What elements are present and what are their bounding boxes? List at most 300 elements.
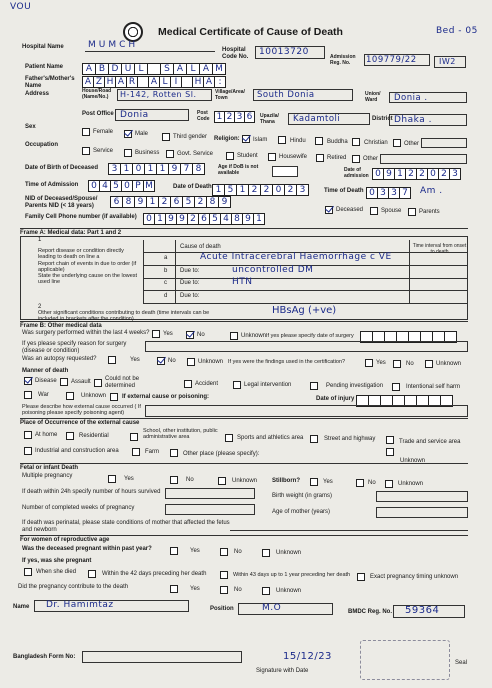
contribute-unknown-label: Unknown (276, 588, 302, 594)
char-box: R (126, 76, 138, 88)
place-farm-label: Farm (145, 449, 159, 455)
multiple-pregnancy-label: Multiple pregnancy (22, 473, 73, 479)
phone-boxes[interactable] (143, 213, 264, 225)
religion-buddha-checkbox[interactable] (315, 137, 323, 145)
occ-retired-checkbox[interactable] (316, 154, 324, 162)
dob-label: Date of Birth of Deceased (25, 165, 99, 171)
doctor-name-label: Name (13, 604, 30, 610)
place-sports-checkbox[interactable] (225, 434, 233, 442)
pregnant-yes-label: Yes (190, 548, 200, 554)
bed-note: Bed - 05 (436, 26, 478, 36)
nid-parents-checkbox[interactable] (408, 208, 416, 216)
other-conditions-label: Other significant conditions contributing to death (time intervals can be included in brackets after the condition) (38, 310, 210, 323)
char-box: 4 (99, 180, 111, 192)
fetal-title: Fetal or infant Death (20, 463, 468, 471)
char-box: A (199, 63, 213, 75)
hospital-code-value[interactable]: 10013720 (255, 46, 325, 59)
char-box: 9 (176, 213, 188, 225)
occ-student-label: Student (237, 153, 258, 159)
manner-undetermined-checkbox[interactable] (94, 379, 102, 387)
sex-male-label: Male (135, 131, 149, 137)
char-box: I (170, 76, 182, 88)
char-box: 8 (192, 163, 205, 175)
char-box: 3 (449, 168, 461, 180)
sex-female-checkbox[interactable] (82, 128, 90, 136)
char-box: 2 (224, 111, 235, 123)
char-box: L (134, 63, 148, 75)
findings-unknown-label: Unknown (436, 361, 462, 367)
place-school-checkbox[interactable] (130, 433, 138, 441)
interval-header: Time interval from onset to death (412, 243, 467, 255)
char-box: 2 (416, 168, 428, 180)
pregnant-no-checkbox[interactable] (220, 548, 228, 556)
pregnant-unknown-label: Unknown (276, 550, 302, 556)
corner-note: VOU (10, 2, 32, 12)
char-box: 8 (231, 213, 243, 225)
frame-a-row-letter: d (164, 292, 168, 299)
post-code-boxes[interactable] (214, 111, 254, 123)
religion-buddha-label: Buddha (327, 139, 348, 145)
part2-number: 2 (38, 304, 42, 310)
char-box: 1 (236, 184, 249, 196)
nid-deceased-label: Deceased (336, 207, 364, 213)
manner-title: Manner of death (22, 368, 69, 374)
hospital-seal-stamp (360, 640, 450, 680)
nid-boxes[interactable] (110, 196, 230, 208)
char-box: P (132, 180, 144, 192)
place-industrial-checkbox[interactable] (24, 447, 32, 455)
occ-service-checkbox[interactable] (82, 147, 90, 155)
admission-reg-value[interactable]: 109779/22 (364, 54, 430, 66)
char-box: A (82, 63, 96, 75)
rm-value[interactable]: IW2 (434, 56, 466, 68)
char-box: 0 (272, 184, 285, 196)
occ-govt-checkbox[interactable] (166, 150, 174, 158)
autopsy-question: Was an autopsy requested? (22, 356, 97, 362)
autopsy-unknown-label: Unknown (198, 359, 224, 365)
within-42-checkbox[interactable] (88, 570, 96, 578)
char-box: 5 (209, 213, 221, 225)
contribute-yes-checkbox[interactable] (170, 585, 178, 593)
char-box: : (214, 76, 226, 88)
form-no-label: Bangladesh Form No: (13, 654, 76, 660)
findings-yes-label: Yes (376, 360, 386, 366)
char-box: 2 (405, 168, 417, 180)
occ-housewife-checkbox[interactable] (268, 153, 276, 161)
frame-a-row-due: Due to: (180, 280, 200, 286)
stillborn-unknown-checkbox[interactable] (385, 480, 393, 488)
char-box: 0 (372, 168, 384, 180)
autopsy-no-label: No (168, 358, 176, 364)
manner-pending-label: Pending investigation (326, 383, 384, 389)
timing-unknown-checkbox[interactable] (357, 573, 365, 581)
hospital-name-label: Hospital Name (22, 44, 64, 50)
frame-a-row-letter: c (164, 280, 167, 286)
religion-other-label: Other (404, 141, 420, 147)
contribute-question: Did the pregnancy contribute to the death (18, 584, 129, 590)
frame-a-cause-value[interactable]: Acute Intracerebral Haemorrhage c VE (200, 252, 392, 262)
char-box: 0 (88, 180, 100, 192)
place-home-checkbox[interactable] (24, 431, 32, 439)
autopsy-unknown-checkbox[interactable] (187, 358, 195, 366)
seal-label: Seal (455, 660, 468, 666)
frame-a-title: Frame A: Medical data: Part 1 and 2 (20, 228, 468, 236)
char-box: 9 (218, 196, 231, 208)
pregnant-no-label: No (234, 549, 242, 555)
char-box: 1 (156, 163, 169, 175)
hospital-code-label: Hospital Code No. (222, 47, 249, 60)
char-box: 3 (296, 184, 309, 196)
manner-accident-label: Accident (195, 381, 219, 387)
char-box: U (121, 63, 135, 75)
age-label: Age if DoB is not available (218, 164, 259, 176)
sex-third-label: Third gender (173, 134, 208, 140)
occ-student-checkbox[interactable] (226, 152, 234, 160)
multiple-unknown-label: Unknown (232, 478, 258, 484)
autopsy-findings-label: If yes were the findings used in the certification? (228, 359, 346, 365)
manner-war-label: War (38, 392, 49, 398)
admission-date-label: Date of admission (344, 167, 369, 179)
religion-other-checkbox[interactable] (393, 139, 401, 147)
char-box: L (186, 63, 200, 75)
findings-yes-checkbox[interactable] (365, 359, 373, 367)
occ-business-label: Business (135, 150, 160, 156)
char-box: 0 (427, 168, 439, 180)
char-box: D (108, 63, 122, 75)
findings-no-checkbox[interactable] (393, 360, 401, 368)
char-box: 1 (214, 111, 225, 123)
char-box: B (95, 63, 109, 75)
char-box: 8 (122, 196, 135, 208)
external-checkbox[interactable] (110, 393, 118, 401)
religion-islam-label: Islam (253, 137, 268, 143)
sex-third-checkbox[interactable] (162, 133, 170, 141)
autopsy-yes-checkbox[interactable] (108, 356, 116, 364)
position-value[interactable]: M.O (262, 603, 282, 613)
stillborn-no-checkbox[interactable] (356, 479, 364, 487)
religion-label: Religion: (214, 136, 240, 142)
char-box: 2 (158, 196, 171, 208)
manner-legal-label: Legal intervention (244, 382, 292, 388)
char-box: 0 (143, 213, 155, 225)
religion-hindu-label: Hindu (290, 138, 306, 144)
place-trade-label: Trade and service area (399, 439, 461, 445)
char-box: 1 (394, 168, 406, 180)
char-box: 6 (170, 196, 183, 208)
bmdc-value[interactable]: 59364 (405, 605, 440, 616)
occ-other-label: Other (363, 156, 379, 162)
nid-label: NID of Deceased/Spouse/ Parents NID (< 18 years) (25, 196, 98, 209)
char-box: M (143, 180, 155, 192)
within-1yr-label: Within 43 days up to 1 year preceding her death (233, 572, 351, 578)
char-box: 0 (132, 163, 145, 175)
stillborn-yes-checkbox[interactable] (310, 478, 318, 486)
perinatal-label: If death was perinatal, please state conditions of mother that affected the fetus and newborn (22, 520, 230, 533)
sex-female-label: Female (93, 129, 114, 135)
char-box: H (192, 76, 204, 88)
hospital-name-value[interactable]: MUMCH (88, 40, 139, 50)
multiple-no-checkbox[interactable] (170, 476, 178, 484)
other-conditions-value[interactable]: HBsAg (+ve) (272, 305, 337, 316)
char-box: 0 (366, 187, 378, 199)
place-unknown-checkbox[interactable] (386, 448, 394, 456)
char-box: 1 (212, 184, 225, 196)
frame-a-cause-value[interactable]: uncontrolled DM (232, 264, 314, 275)
occ-govt-label: Govt. Service (177, 151, 214, 157)
religion-christian-checkbox[interactable] (352, 138, 360, 146)
place-industrial-label: Industrial and construction area (35, 448, 119, 454)
contribute-yes-label: Yes (190, 586, 200, 592)
char-box: 9 (168, 163, 181, 175)
post-code-label: Post Code (197, 110, 210, 122)
occ-service-label: Service (93, 148, 114, 154)
religion-islam-checkbox[interactable] (242, 135, 250, 143)
char-box: 4 (220, 213, 232, 225)
char-box: M (212, 63, 226, 75)
manner-pending-checkbox[interactable] (310, 382, 318, 390)
when-died-label: When she died (36, 569, 77, 575)
occ-other-checkbox[interactable] (352, 155, 360, 163)
place-other-label: Other place (please specify): (183, 451, 260, 457)
char-box: A (82, 76, 94, 88)
frame-a-row-label: Report disease or condition directly leading to death on line a (38, 248, 124, 261)
address-label: Address (25, 91, 50, 97)
village-value[interactable]: South Donia (253, 89, 353, 101)
union-label: Union/ Ward (365, 91, 381, 103)
char-box: 1 (146, 196, 159, 208)
char-box: 9 (242, 213, 254, 225)
char-box: 8 (206, 196, 219, 208)
religion-christian-label: Christian (364, 140, 388, 146)
place-street-label: Street and highway (324, 436, 376, 442)
frame-a-row-letter: b (164, 267, 168, 274)
place-farm-checkbox[interactable] (132, 448, 140, 456)
external-description-label: Please describe how external cause occurred ( If poisoning please specify poisoning agent) (22, 404, 141, 417)
char-box: A (115, 76, 127, 88)
stillborn-label: Stillborn? (272, 478, 300, 484)
char-box: 3 (388, 187, 400, 199)
house-value[interactable]: H-142, Rotten Sl. (117, 89, 212, 101)
surgery-no-checkbox[interactable] (186, 331, 194, 339)
pregnant-unknown-checkbox[interactable] (262, 549, 270, 557)
multiple-yes-checkbox[interactable] (108, 475, 116, 483)
pregnant-yes-checkbox[interactable] (170, 547, 178, 555)
char-box: 2 (438, 168, 450, 180)
char-box: 7 (180, 163, 193, 175)
char-box: 2 (187, 213, 199, 225)
manner-disease-checkbox[interactable] (24, 377, 32, 385)
when-title: If yes, was she pregnant (22, 558, 92, 564)
nid-parents-label: Parents (419, 209, 440, 215)
position-label: Position (210, 606, 234, 612)
manner-legal-checkbox[interactable] (233, 381, 241, 389)
cause-header: Cause of death (180, 244, 221, 250)
char-box: 2 (248, 184, 261, 196)
frame-b-title: Frame B: Other medical data (20, 321, 468, 329)
death-date-label: Date of Death (173, 184, 212, 190)
contribute-no-label: No (234, 587, 242, 593)
part1-number: 1 (38, 237, 42, 243)
within-1yr-checkbox[interactable] (220, 571, 228, 579)
char-box: 3 (108, 163, 121, 175)
patient-name-label: Patient Name (25, 64, 64, 70)
reproductive-title: For women of reproductive age (20, 535, 468, 543)
char-box: 1 (253, 213, 265, 225)
surgery-question: Was surgery performed within the last 4 weeks? (22, 330, 150, 336)
when-died-checkbox[interactable] (24, 568, 32, 576)
manner-selfharm-checkbox[interactable] (392, 383, 400, 391)
external-question: If external cause or poisoning: (122, 394, 210, 400)
char-box: 9 (134, 196, 147, 208)
occupation-label: Occupation (25, 142, 59, 148)
union-value[interactable]: Donia . (389, 92, 467, 103)
admission-date-boxes[interactable] (372, 168, 460, 180)
char-box: 2 (284, 184, 297, 196)
nid-deceased-checkbox[interactable] (325, 206, 333, 214)
district-label: District (372, 116, 393, 122)
upazila-value[interactable]: Kadamtoli (288, 113, 370, 125)
char-box: 3 (377, 187, 389, 199)
manner-assault-checkbox[interactable] (60, 378, 68, 386)
father-name-boxes[interactable] (82, 76, 225, 88)
multiple-unknown-checkbox[interactable] (218, 477, 226, 485)
findings-unknown-checkbox[interactable] (425, 360, 433, 368)
char-box: 1 (154, 213, 166, 225)
char-box: 6 (198, 213, 210, 225)
doctor-name-value[interactable]: Dr. Hamimtaz (46, 600, 114, 610)
sex-label: Sex (25, 124, 36, 130)
district-value[interactable]: Dhaka . (389, 114, 467, 126)
char-box: 0 (121, 180, 133, 192)
char-box: A (173, 63, 187, 75)
death-time-suffix: Am . (420, 186, 443, 196)
religion-hindu-checkbox[interactable] (278, 136, 286, 144)
place-residential-label: Residential (79, 433, 109, 439)
place-other-checkbox[interactable] (170, 449, 178, 457)
occ-housewife-label: Housewife (279, 154, 308, 160)
place-sports-label: Sports and athletics area (237, 435, 304, 441)
place-unknown-label: Unknown (400, 458, 426, 464)
frame-a-cause-value[interactable]: HTN (232, 277, 253, 287)
admission-reg-label: Admission Reg. No. (330, 54, 356, 66)
char-box: 1 (144, 163, 157, 175)
frame-a-row-letter: a (164, 255, 168, 261)
multiple-yes-label: Yes (124, 476, 134, 482)
upazila-label: Upazila/ Thana (260, 113, 279, 125)
manner-unknown-label: Unknown (81, 393, 107, 399)
dob-boxes[interactable] (108, 163, 204, 175)
page-title: Medical Certificate of Cause of Death (158, 26, 343, 38)
timing-unknown-label: Exact pregnancy timing unknown (370, 574, 459, 580)
admission-time-label: Time of Admission (25, 182, 79, 188)
surgery-reason-label: If yes please specify reason for surgery (disease or condition) (22, 341, 127, 354)
post-office-value[interactable]: Donia (115, 109, 189, 121)
char-box: 2 (194, 196, 207, 208)
manner-assault-label: Assault (71, 379, 91, 385)
death-time-label: Time of Death (324, 188, 364, 194)
weeks-pregnancy-label: Number of completed weeks of pregnancy (22, 505, 135, 511)
contribute-unknown-checkbox[interactable] (262, 587, 270, 595)
within-42-label: Within the 42 days preceding her death (102, 571, 207, 577)
signature-value[interactable]: 15/12/23 (283, 651, 332, 662)
char-box: 5 (224, 184, 237, 196)
occ-business-checkbox[interactable] (124, 149, 132, 157)
bmdc-label: BMDC Reg. No. (348, 609, 392, 615)
contribute-no-checkbox[interactable] (220, 586, 228, 594)
death-date-boxes[interactable] (212, 184, 308, 196)
father-name-label: Father's/Mother's Name (25, 76, 75, 89)
occ-retired-label: Retired (327, 155, 347, 161)
surgery-no-label: No (197, 332, 205, 338)
frame-a-row-due: Due to: (180, 267, 200, 274)
char-box: 7 (399, 187, 411, 199)
findings-no-label: No (406, 361, 414, 367)
char-box: A (148, 76, 160, 88)
nid-spouse-label: Spouse (381, 208, 402, 214)
injury-date-label: Date of injury (316, 396, 355, 402)
char-box: S (160, 63, 174, 75)
char-box: 5 (110, 180, 122, 192)
frame-a-row-label: Report chain of events in due to order (if applicable) (38, 260, 137, 273)
hours-survived-label: If death within 24h specify number of hours survived (22, 489, 161, 495)
autopsy-no-checkbox[interactable] (157, 357, 165, 365)
death-time-boxes[interactable] (366, 187, 410, 199)
surgery-yes-label: Yes (163, 331, 173, 337)
char-box: L (159, 76, 171, 88)
char-box: 9 (165, 213, 177, 225)
surgery-unknown-label: Unknown (241, 333, 267, 339)
admission-time-boxes[interactable] (88, 180, 154, 192)
autopsy-yes-label: Yes (130, 357, 140, 363)
char-box: 2 (260, 184, 273, 196)
phone-label: Family Cell Phone number (if available) (25, 214, 137, 220)
signature-label: Signature with Date (256, 668, 309, 674)
place-street-checkbox[interactable] (310, 435, 318, 443)
char-box: Z (93, 76, 105, 88)
patient-name-boxes[interactable] (82, 63, 225, 75)
pregnant-question: Was the deceased pregnant within past year? (22, 546, 152, 552)
place-residential-checkbox[interactable] (66, 432, 74, 440)
place-trade-checkbox[interactable] (386, 436, 394, 444)
frame-a-row-due: Due to: (180, 292, 200, 299)
manner-unknown-checkbox[interactable] (66, 392, 74, 400)
char-box (147, 63, 161, 75)
stillborn-no-label: No (368, 480, 376, 486)
char-box: 9 (383, 168, 395, 180)
post-office-label: Post Office (82, 111, 114, 117)
manner-war-checkbox[interactable] (24, 391, 32, 399)
nid-spouse-checkbox[interactable] (370, 207, 378, 215)
multiple-no-label: No (186, 477, 194, 483)
manner-accident-checkbox[interactable] (184, 380, 192, 388)
char-box: 6 (244, 111, 255, 123)
place-title: Place of Occurrence of the external cause (20, 418, 468, 426)
surgery-unknown-checkbox[interactable] (230, 332, 238, 340)
place-school-label: School, other institution, public administrative area (143, 428, 218, 441)
char-box: 6 (110, 196, 123, 208)
birth-weight-label: Birth weight (in grams) (272, 493, 333, 499)
place-home-label: At home (35, 432, 58, 438)
manner-disease-label: Disease (35, 378, 57, 384)
frame-a-row-label: State the underlying cause on the lowest used line (38, 273, 138, 286)
char-box: A (203, 76, 215, 88)
manner-undetermined-label: Could not be determined (105, 376, 140, 389)
sex-male-checkbox[interactable] (124, 130, 132, 138)
char-box: 5 (182, 196, 195, 208)
char-box: 1 (120, 163, 133, 175)
char-box: H (104, 76, 116, 88)
surgery-yes-checkbox[interactable] (152, 330, 160, 338)
